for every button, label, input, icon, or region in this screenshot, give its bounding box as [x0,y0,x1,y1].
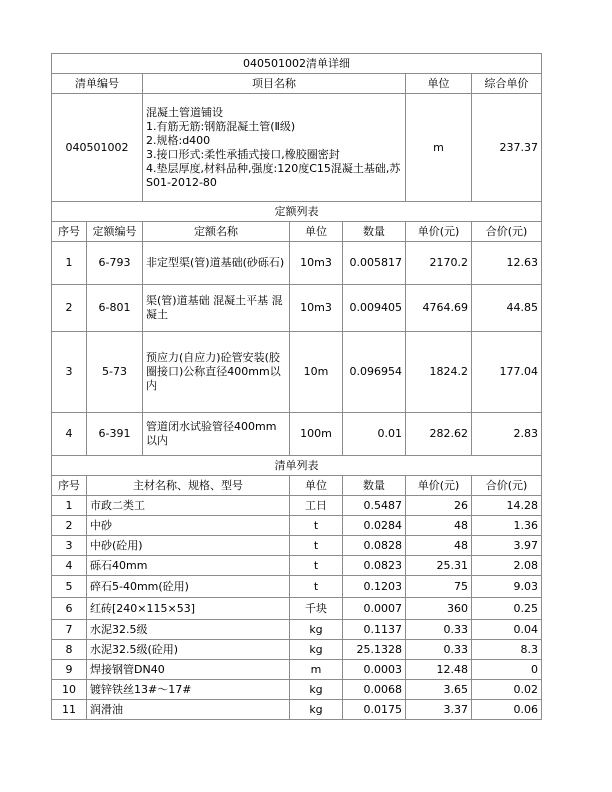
quota-name: 非定型渠(管)道基础(砂砾石) [143,242,290,285]
material-total-header: 合价(元) [472,476,542,496]
table-row [52,496,542,516]
quota-no: 4 [52,413,87,456]
table-row [52,598,542,620]
bill-code: 040501002 [52,94,143,202]
quota-qty: 0.01 [343,413,406,456]
table-row [52,700,542,720]
table-row [52,680,542,700]
material-name: 砾石40mm [87,556,290,576]
material-price: 75 [406,576,472,598]
material-name: 中砂 [87,516,290,536]
quota-price: 1824.2 [406,332,472,413]
table-row [52,620,542,640]
page-title: 040501002清单详细 [52,54,542,74]
bill-price: 237.37 [472,94,542,202]
material-qty: 25.1328 [343,640,406,660]
quota-code: 5-73 [87,332,143,413]
bill-unit-header: 单位 [406,74,472,94]
quota-code: 6-793 [87,242,143,285]
quota-no: 2 [52,285,87,332]
bill-description-line: 4.垫层厚度,材料品种,强度:120度C15混凝土基础,苏S01-2012-80 [146,161,401,189]
material-unit: kg [290,640,343,660]
table-row [52,413,542,456]
material-price: 48 [406,516,472,536]
quota-unit: 10m [290,332,343,413]
material-total: 2.08 [472,556,542,576]
table-row [52,242,542,285]
material-qty: 0.0284 [343,516,406,536]
material-qty: 0.0068 [343,680,406,700]
bill-name-header: 项目名称 [143,74,406,94]
material-name: 碎石5-40mm(砼用) [87,576,290,598]
material-header-row [52,476,542,496]
material-total: 0 [472,660,542,680]
material-unit: 千块 [290,598,343,620]
table-row [52,660,542,680]
bill-description-line: 1.有筋无筋:钢筋混凝土管(Ⅱ级) [146,119,296,133]
material-qty: 0.0007 [343,598,406,620]
bill-description-line: 混凝土管道铺设 [146,105,223,119]
material-total: 9.03 [472,576,542,598]
material-unit: 工日 [290,496,343,516]
quota-unit: 100m [290,413,343,456]
material-total: 1.36 [472,516,542,536]
material-price: 12.48 [406,660,472,680]
material-section-title: 清单列表 [52,456,542,476]
material-name: 市政二类工 [87,496,290,516]
material-name: 水泥32.5级(砼用) [87,640,290,660]
quota-code: 6-391 [87,413,143,456]
bill-description-line: 3.接口形式:柔性承插式接口,橡胶圈密封 [146,147,340,161]
material-unit: m [290,660,343,680]
material-price-header: 单价(元) [406,476,472,496]
quota-total: 12.63 [472,242,542,285]
quota-qty: 0.096954 [343,332,406,413]
material-qty: 0.1203 [343,576,406,598]
material-total: 0.02 [472,680,542,700]
table-row [52,332,542,413]
material-price: 3.65 [406,680,472,700]
quota-name: 管道闭水试验管径400mm以内 [143,413,290,456]
material-name: 镀锌铁丝13#～17# [87,680,290,700]
quota-section-title: 定额列表 [52,202,542,222]
quota-total: 177.04 [472,332,542,413]
material-no: 1 [52,496,87,516]
material-no: 10 [52,680,87,700]
quota-price: 2170.2 [406,242,472,285]
table-row [52,576,542,598]
quota-total: 44.85 [472,285,542,332]
material-total: 14.28 [472,496,542,516]
bill-code-header: 清单编号 [52,74,143,94]
material-price: 0.33 [406,620,472,640]
material-unit: kg [290,700,343,720]
material-total: 3.97 [472,536,542,556]
material-no: 3 [52,536,87,556]
material-no: 11 [52,700,87,720]
quota-price-header: 单价(元) [406,222,472,242]
material-total: 0.04 [472,620,542,640]
material-price: 3.37 [406,700,472,720]
quota-price: 282.62 [406,413,472,456]
material-name: 中砂(砼用) [87,536,290,556]
material-total: 8.3 [472,640,542,660]
material-unit-header: 单位 [290,476,343,496]
bill-header-row [52,74,542,94]
bill-detail-table [51,53,542,720]
quota-unit: 10m3 [290,242,343,285]
material-no: 8 [52,640,87,660]
material-total: 0.06 [472,700,542,720]
quota-qty: 0.009405 [343,285,406,332]
bill-description-line: 2.规格:d400 [146,133,211,147]
material-unit: t [290,556,343,576]
quota-code: 6-801 [87,285,143,332]
material-name: 红砖[240×115×53] [87,598,290,620]
material-qty: 0.1137 [343,620,406,640]
quota-name: 预应力(自应力)砼管安装(胶圈接口)公称直径400mm以内 [143,332,290,413]
material-total: 0.25 [472,598,542,620]
quota-qty: 0.005817 [343,242,406,285]
material-no: 7 [52,620,87,640]
table-row [52,640,542,660]
bill-price-header: 综合单价 [472,74,542,94]
quota-price: 4764.69 [406,285,472,332]
quota-header-row [52,222,542,242]
quota-no: 1 [52,242,87,285]
material-qty: 0.0828 [343,536,406,556]
material-qty-header: 数量 [343,476,406,496]
material-price: 26 [406,496,472,516]
quota-no: 3 [52,332,87,413]
material-no: 9 [52,660,87,680]
material-no: 4 [52,556,87,576]
material-name: 焊接钢管DN40 [87,660,290,680]
material-unit: t [290,516,343,536]
quota-total-header: 合价(元) [472,222,542,242]
quota-no-header: 序号 [52,222,87,242]
material-unit: kg [290,680,343,700]
quota-name-header: 定额名称 [143,222,290,242]
quota-unit-header: 单位 [290,222,343,242]
table-row [52,285,542,332]
material-qty: 0.0823 [343,556,406,576]
quota-qty-header: 数量 [343,222,406,242]
material-no: 2 [52,516,87,536]
material-unit: kg [290,620,343,640]
quota-name: 渠(管)道基础 混凝土平基 混凝土 [143,285,290,332]
quota-unit: 10m3 [290,285,343,332]
table-row [52,536,542,556]
material-price: 0.33 [406,640,472,660]
material-price: 48 [406,536,472,556]
material-qty: 0.0003 [343,660,406,680]
table-row [52,556,542,576]
material-no: 6 [52,598,87,620]
material-name: 润滑油 [87,700,290,720]
quota-code-header: 定额编号 [87,222,143,242]
quota-total: 2.83 [472,413,542,456]
material-qty: 0.5487 [343,496,406,516]
bill-row [52,94,542,202]
bill-description [143,94,406,202]
material-no-header: 序号 [52,476,87,496]
material-name: 水泥32.5级 [87,620,290,640]
material-price: 360 [406,598,472,620]
material-unit: t [290,576,343,598]
material-unit: t [290,536,343,556]
table-row [52,516,542,536]
material-price: 25.31 [406,556,472,576]
bill-unit: m [406,94,472,202]
material-name-header: 主材名称、规格、型号 [87,476,290,496]
material-qty: 0.0175 [343,700,406,720]
material-no: 5 [52,576,87,598]
